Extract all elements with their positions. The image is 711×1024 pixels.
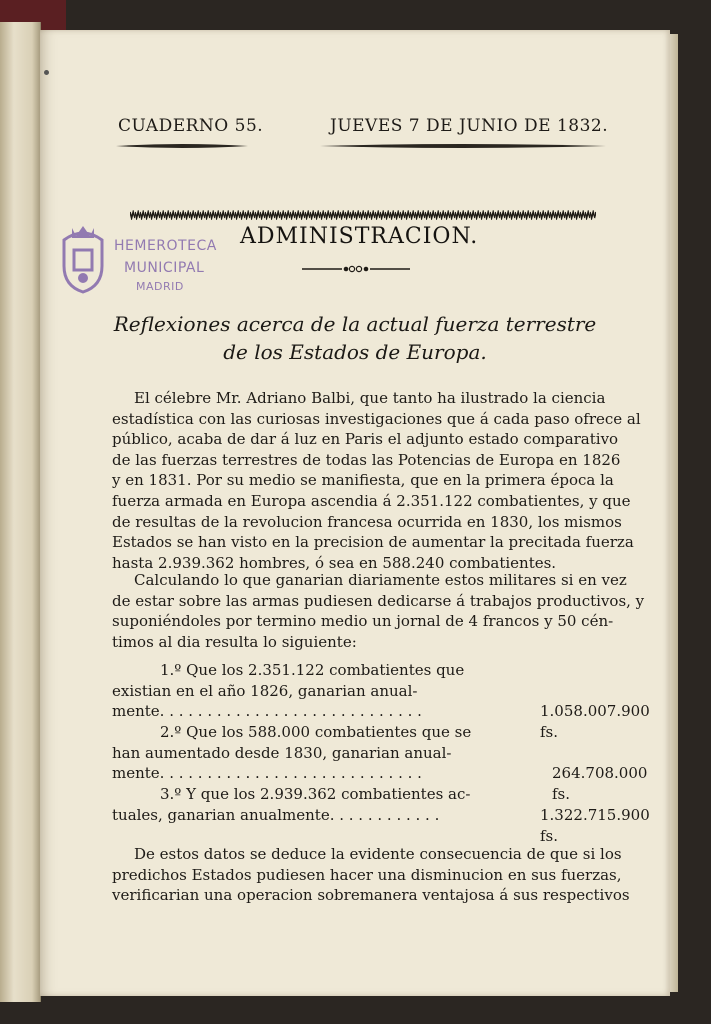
text-line: verificarian una operacion sobremanera ventajosa á sus respectivos — [112, 886, 630, 905]
issue-date: JUEVES 7 DE JUNIO DE 1832. — [330, 116, 609, 136]
book-spine — [0, 22, 41, 1002]
ink-dot — [44, 70, 49, 75]
text-line: De estos datos se deduce la evidente consecuencia de que si los — [134, 845, 622, 863]
document-page — [40, 30, 670, 996]
text-line: de resultas de la revolucion francesa ocurrida en 1830, los mismos — [112, 512, 622, 531]
item-2-amount: 264.708.000 fs. — [552, 764, 648, 803]
issue-number-rule — [116, 142, 248, 150]
item-1-line-3: mente. . . . . . . . . . . . . . . . . . . . . . . . . . . . — [112, 702, 422, 721]
text-line: público, acaba de dar á luz en Paris el adjunto estado comparativo — [112, 430, 619, 449]
text-line: fuerza armada en Europa ascendia á 2.351.122 combatientes, y que — [112, 491, 631, 510]
item-2-line-3: mente. . . . . . . . . . . . . . . . . . . . . . . . . . . . — [112, 764, 422, 783]
paragraph-3 — [112, 844, 640, 906]
text-line: y en 1831. Por su medio se manifiesta, que en la primera época la — [112, 471, 614, 490]
article-subtitle-line-1: Reflexiones acerca de la actual fuerza terrestre — [113, 312, 597, 336]
item-3-line-2: tuales, ganarian anualmente. . . . . . . . . . . . — [112, 805, 440, 824]
item-2-line-2: han aumentado desde 1830, ganarian anual- — [112, 743, 452, 762]
text-line: suponiéndoles por termino medio un jornal de 4 francos y 50 cén- — [112, 612, 614, 631]
library-stamp — [54, 222, 217, 312]
article-subtitle-line-2: de los Estados de Europa. — [223, 340, 487, 364]
text-line: de estar sobre las armas pudiesen dedicarse á trabajos productivos, y — [112, 591, 645, 610]
stamp-text-3: MADRID — [136, 280, 184, 293]
text-line: Calculando lo que ganarian diariamente estos militares si en vez — [134, 571, 627, 589]
list-item — [112, 784, 650, 845]
item-3-line-1: 3.º Y que los 2.939.362 combatientes ac- — [160, 785, 471, 803]
page-edge — [670, 34, 678, 992]
section-title: ADMINISTRACION. — [240, 224, 479, 249]
stamp-text-1: HEMEROTECA — [114, 238, 217, 254]
item-1-line-1: 1.º Que los 2.351.122 combatientes que — [160, 661, 465, 679]
text-line: hasta 2.939.362 hombres, ó sea en 588.240 combatientes. — [112, 553, 557, 572]
text-line: de las fuerzas terrestres de todas las Potencias de Europa en 1826 — [112, 450, 621, 469]
paragraph-1 — [112, 388, 640, 573]
coat-of-arms-icon — [54, 222, 112, 296]
decorative-wavy-rule — [130, 210, 596, 220]
item-2-line-1: 2.º Que los 588.000 combatientes que se — [160, 723, 472, 741]
text-line: timos al dia resulta lo siguiente: — [112, 632, 357, 651]
stamp-text-2: MUNICIPAL — [124, 260, 205, 276]
earnings-list — [112, 660, 650, 845]
text-line: El célebre Mr. Adriano Balbi, que tanto ha ilustrado la ciencia — [134, 389, 606, 407]
text-line: predichos Estados pudiesen hacer una disminucion en sus fuerzas, — [112, 865, 622, 884]
item-3-amount: 1.322.715.900 fs. — [540, 806, 650, 845]
text-line: Estados se han visto en la precision de aumentar la precitada fuerza — [112, 533, 634, 552]
item-1-line-2: existian en el año 1826, ganarian anual- — [112, 681, 418, 700]
issue-number: CUADERNO 55. — [118, 116, 264, 136]
item-1-amount: 1.058.007.900 fs. — [540, 702, 650, 741]
text-line: estadística con las curiosas investigaciones que á cada paso ofrece al — [112, 409, 641, 428]
paragraph-2 — [112, 570, 645, 652]
issue-date-rule — [320, 142, 606, 150]
title-ornament — [302, 264, 410, 274]
